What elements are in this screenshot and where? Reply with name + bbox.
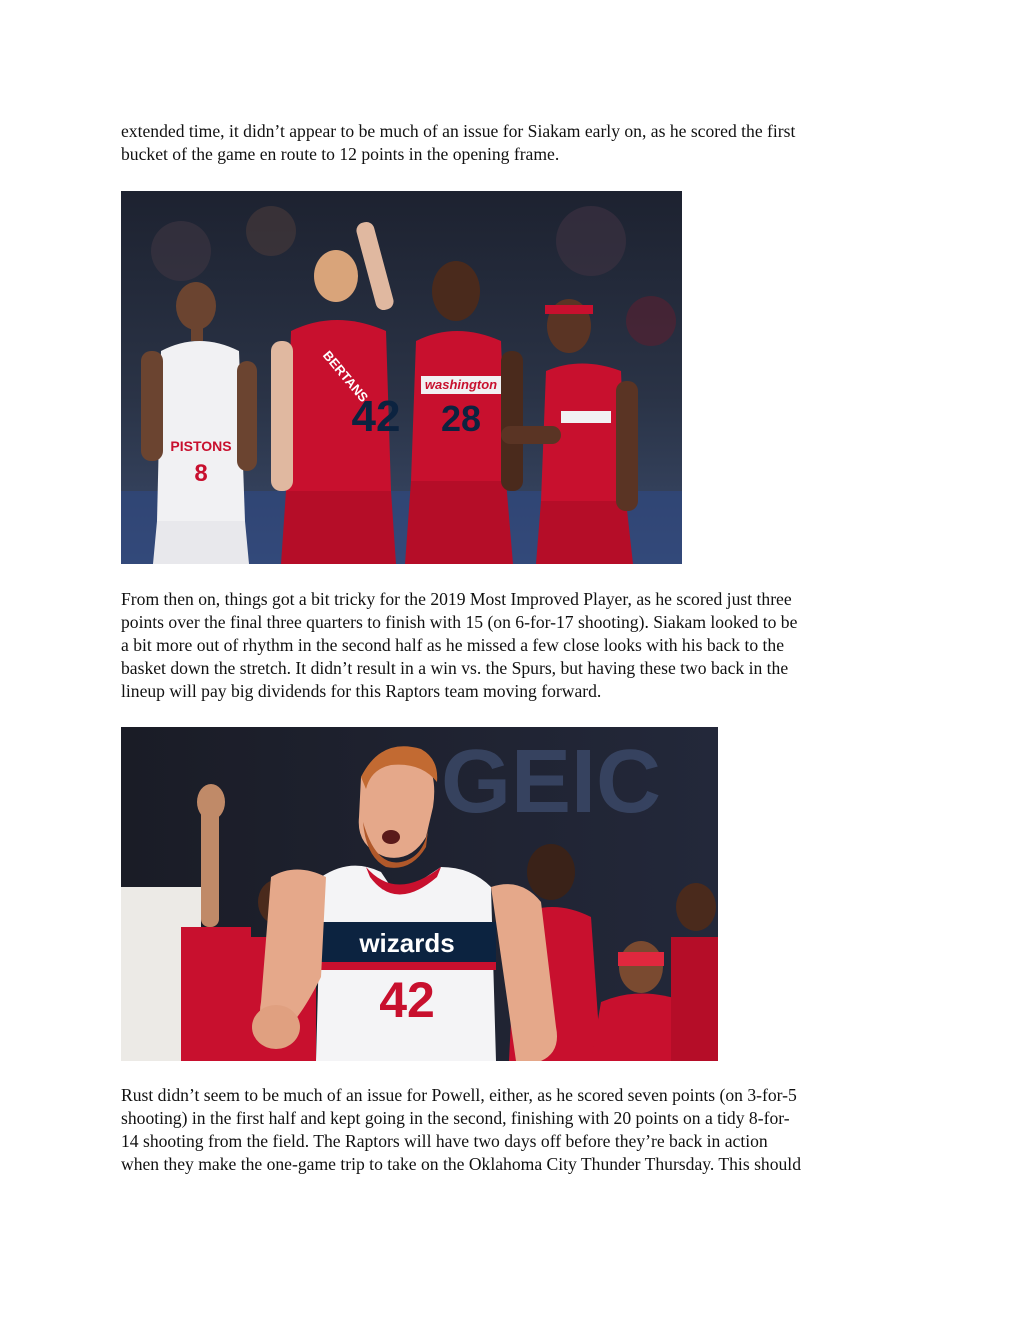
jersey-name-text: BERTANS: [319, 347, 372, 405]
text-line: when they make the one-game trip to take on the Oklahoma City Thunder Thursday. This should: [121, 1154, 801, 1174]
text-line: a bit more out of rhythm in the second half as he missed a few close looks with his back to the: [121, 635, 785, 655]
text-line: 14 shooting from the field. The Raptors will have two days off before they’re back in action: [121, 1131, 768, 1151]
jersey-wizards-text: wizards: [359, 928, 455, 958]
photo-wizards-celebration: [121, 727, 718, 1061]
paragraph-2: [121, 588, 911, 703]
text-line: basket down the stretch. It didn’t result in a win vs. the Spurs, but having these two back in the: [121, 658, 789, 678]
pistons-jersey-number: 8: [194, 460, 208, 487]
paragraph-3: [121, 1084, 911, 1176]
text-line: lineup will pay big dividends for this Raptors team moving forward.: [121, 681, 602, 701]
jersey-center-text: washington: [424, 377, 498, 392]
text-line: bucket of the game en route to 12 points in the opening frame.: [121, 144, 560, 164]
text-line: points over the final three quarters to finish with 15 (on 6-for-17 shooting). Siakam looked to be: [121, 612, 798, 632]
jersey-number-28: 28: [440, 398, 482, 439]
text-line: From then on, things got a bit tricky for the 2019 Most Improved Player, as he scored just three: [121, 589, 792, 609]
photo-wizards-high-five: [121, 191, 682, 564]
pistons-jersey-text: PISTONS: [170, 438, 232, 454]
background-sign-text: GEIC: [440, 732, 662, 832]
photo-illustration: [121, 191, 682, 564]
jersey-number-42: 42: [379, 972, 435, 1028]
text-line: extended time, it didn’t appear to be much of an issue for Siakam early on, as he scored the first: [121, 121, 796, 141]
photo-illustration: [121, 727, 718, 1061]
text-line: shooting) in the first half and kept going in the second, finishing with 20 points on a tidy 8-for-: [121, 1108, 790, 1128]
paragraph-1: [121, 120, 911, 166]
text-line: Rust didn’t seem to be much of an issue for Powell, either, as he scored seven points (on 3-for-5: [121, 1085, 797, 1105]
jersey-number-42: 42: [351, 392, 401, 441]
